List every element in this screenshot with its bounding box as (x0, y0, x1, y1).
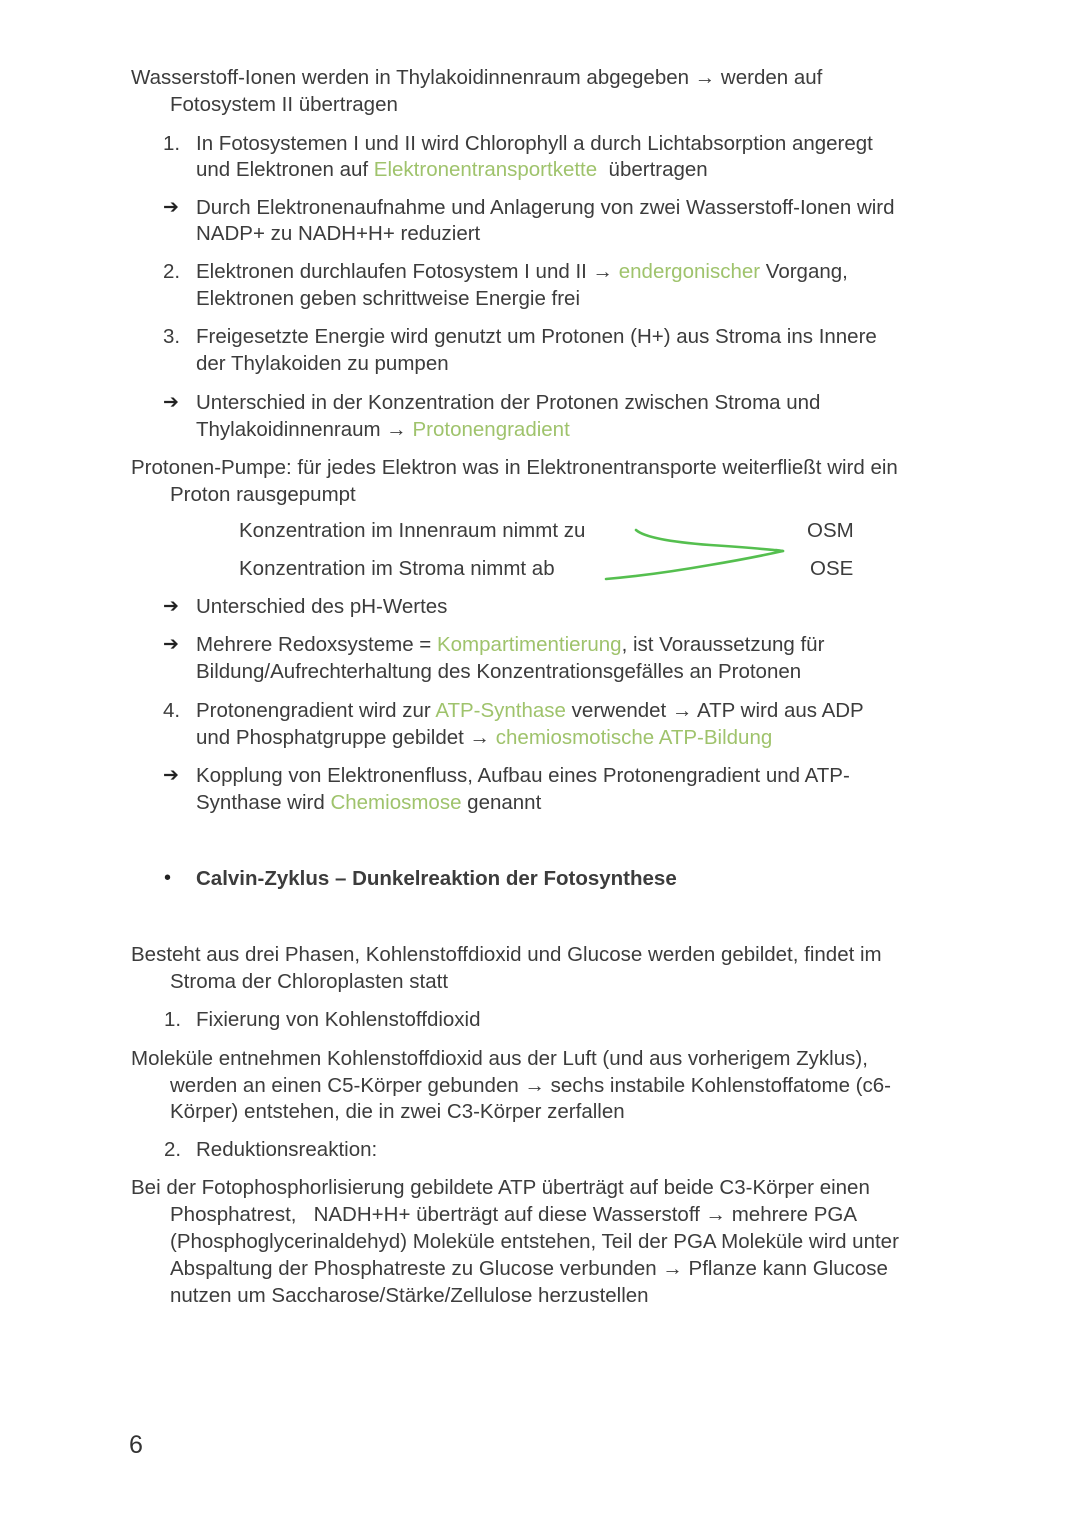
note-chemiosmosis-text: Synthase wird (196, 791, 331, 814)
step-4-line-2 (196, 724, 772, 751)
intro-line-2: Fotosystem II übertragen (170, 93, 398, 116)
arrow-bullet-icon: ➔ (163, 633, 179, 655)
note-nadp-line-2: NADP+ zu NADH+H+ reduziert (196, 222, 481, 245)
handdrawn-converging-lines (600, 515, 800, 590)
phase-1-text-line-3: Körper) entstehen, die in zwei C3-Körper zerfallen (170, 1100, 625, 1123)
phase-2-text-line-5: nutzen um Saccharose/Stärke/Zellulose herzustellen (170, 1284, 649, 1307)
note-chemiosmosis-line-2 (196, 789, 541, 816)
calvin-intro-line-1: Besteht aus drei Phasen, Kohlenstoffdioxid und Glucose werden gebildet, findet im (131, 943, 882, 966)
concentration-ose-label: OSE (810, 557, 854, 580)
bullet-icon: • (164, 867, 172, 889)
note-chemiosmosis-line-1: Kopplung von Elektronenfluss, Aufbau eines Protonengradient und ATP- (196, 764, 850, 787)
note-chemiosmosis-text-end: genannt (461, 791, 542, 814)
step-4-text-2: und Phosphatgruppe gebildet → (196, 726, 496, 749)
step-1-text: und Elektronen auf (196, 158, 374, 181)
term-kompartimentierung: Kompartimentierung (436, 633, 622, 656)
step-3-line-1: Freigesetzte Energie wird genutzt um Protonen (H+) aus Stroma ins Innere (196, 325, 877, 348)
step-1-number: 1. (163, 132, 181, 155)
step-2-line-1 (196, 258, 848, 285)
note-gradient-line-1: Unterschied in der Konzentration der Protonen zwischen Stroma und (196, 391, 821, 414)
step-4-line-1 (196, 697, 864, 724)
term-chemiosmotische-atp-bildung: chemiosmotische ATP-Bildung (495, 726, 773, 749)
note-redox-text: Mehrere Redoxsysteme = (196, 633, 437, 656)
term-atp-synthase: ATP-Synthase (435, 699, 566, 722)
concentration-osm-label: OSM (807, 519, 854, 542)
phase-2-text-line-2: Phosphatrest, NADH+H+ überträgt auf diese Wasserstoff → mehrere PGA (170, 1203, 858, 1226)
intro-line-1: Wasserstoff-Ionen werden in Thylakoidinnenraum abgegeben → werden auf (131, 66, 823, 89)
step-4-number: 4. (163, 699, 181, 722)
note-redox-line-1 (196, 631, 824, 658)
term-elektronentransportkette: Elektronentransportkette (373, 158, 598, 181)
calvin-intro-line-2: Stroma der Chloroplasten statt (170, 970, 449, 993)
step-2-line-2: Elektronen geben schrittweise Energie frei (196, 287, 581, 310)
step-1-text-end: übertragen (597, 158, 708, 181)
step-2-number: 2. (163, 260, 181, 283)
step-2-text: Elektronen durchlaufen Fotosystem I und II → (196, 260, 619, 283)
note-redox-text-end: , ist Voraussetzung für (621, 633, 825, 656)
proton-pump-line-1: Protonen-Pumpe: für jedes Elektron was in Elektronentransporte weiterfließt wird ein (131, 456, 898, 479)
arrow-bullet-icon: ➔ (163, 595, 179, 617)
note-gradient-text: Thylakoidinnenraum → (196, 418, 413, 441)
term-protonengradient: Protonengradient (412, 418, 570, 441)
step-4-text-end: verwendet → ATP wird aus ADP (565, 699, 864, 722)
step-1-line-1: In Fotosystemen I und II wird Chlorophyll a durch Lichtabsorption angeregt (196, 132, 873, 155)
phase-1-text-line-1: Moleküle entnehmen Kohlenstoffdioxid aus der Luft (und aus vorherigem Zyklus), (131, 1047, 868, 1070)
phase-1-title: Fixierung von Kohlenstoffdioxid (196, 1008, 481, 1031)
arrow-bullet-icon: ➔ (163, 196, 179, 218)
step-4-text: Protonengradient wird zur (196, 699, 436, 722)
concentration-inner: Konzentration im Innenraum nimmt zu (239, 519, 586, 542)
phase-2-text-line-3: (Phosphoglycerinaldehyd) Moleküle entstehen, Teil der PGA Moleküle wird unter (170, 1230, 899, 1253)
phase-2-number: 2. (164, 1138, 182, 1161)
pen-stroke-inner (636, 530, 783, 551)
phase-2-text-line-1: Bei der Fotophosphorlisierung gebildete ATP überträgt auf beide C3-Körper einen (131, 1176, 870, 1199)
page-number: 6 (129, 1431, 143, 1459)
phase-2-text-line-4: Abspaltung der Phosphatreste zu Glucose verbunden → Pflanze kann Glucose (170, 1257, 888, 1280)
note-redox-line-2: Bildung/Aufrechterhaltung des Konzentrationsgefälles an Protonen (196, 660, 802, 683)
note-nadp-line-1: Durch Elektronenaufnahme und Anlagerung von zwei Wasserstoff-Ionen wird (196, 196, 895, 219)
phase-1-number: 1. (164, 1008, 182, 1031)
step-2-text-end: Vorgang, (760, 260, 848, 283)
arrow-bullet-icon: ➔ (163, 391, 179, 413)
note-ph: Unterschied des pH-Wertes (196, 595, 448, 618)
phase-2-title: Reduktionsreaktion: (196, 1138, 378, 1161)
step-3-number: 3. (163, 325, 181, 348)
concentration-stroma: Konzentration im Stroma nimmt ab (239, 557, 555, 580)
arrow-bullet-icon: ➔ (163, 764, 179, 786)
calvin-heading: Calvin-Zyklus – Dunkelreaktion der Fotosynthese (196, 867, 677, 890)
phase-1-text-line-2: werden an einen C5-Körper gebunden → sechs instabile Kohlenstoffatome (c6- (170, 1074, 891, 1097)
note-gradient-line-2 (196, 416, 570, 443)
term-endergonischer: endergonischer (618, 260, 761, 283)
step-1-line-2 (196, 156, 708, 183)
proton-pump-line-2: Proton rausgepumpt (170, 483, 356, 506)
pen-stroke-stroma (606, 550, 783, 579)
term-chemiosmose: Chemiosmose (330, 791, 462, 814)
step-3-line-2: der Thylakoiden zu pumpen (196, 352, 449, 375)
